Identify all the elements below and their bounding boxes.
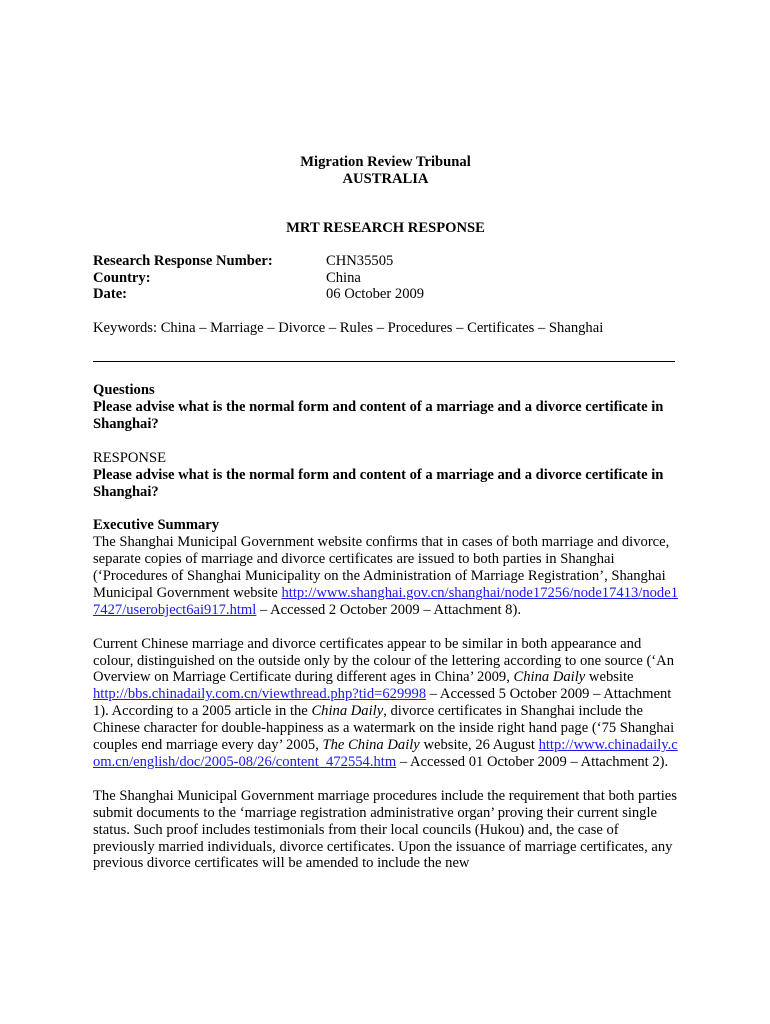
p2-text-f: – Accessed 01 October 2009 – Attachment 2).: [396, 754, 669, 771]
response-heading: RESPONSE: [93, 449, 166, 466]
questions-heading: Questions: [93, 382, 155, 399]
p2-source-the-china-daily: The China Daily: [322, 737, 420, 754]
p2-text-c: – Accessed 5 October 2009 – Attachment 1). According to a 2005 article in the: [93, 686, 672, 720]
tribunal-country: AUSTRALIA: [342, 170, 429, 187]
meta-value-date: 06 October 2009: [326, 286, 425, 303]
document-title: MRT RESEARCH RESPONSE: [286, 219, 485, 236]
china-daily-article-link[interactable]: http://www.chinadaily.com.cn/english/doc/2005-08/26/content_472554.htm: [93, 737, 678, 771]
shanghai-gov-link[interactable]: http://www.shanghai.gov.cn/shanghai/node17256/node17413/node17427/userobject6ai917.html: [93, 584, 679, 618]
p2-text-d: , divorce certificates in Shanghai include the Chinese character for double-happiness as a watermark on the inside right hand page (‘75 Shanghai couples end marriage every day’ 2005,: [93, 703, 675, 754]
summary-paragraph-1: [93, 534, 678, 619]
response-question-1: Please advise what is the normal form and content of a marriage and a divorce certificate in Shanghai?: [93, 466, 664, 500]
p2-text-e: website, 26 August: [419, 737, 539, 754]
response-meta: [93, 253, 678, 304]
china-daily-bbs-link[interactable]: http://bbs.chinadaily.com.cn/viewthread.php?tid=629998: [93, 686, 427, 703]
p2-source-china-daily: China Daily: [513, 669, 586, 686]
meta-key-number: Research Response Number:: [93, 252, 273, 269]
meta-key-country: Country:: [93, 269, 151, 286]
p2-source-china-daily-2: China Daily: [311, 703, 384, 720]
keywords: Keywords: China – Marriage – Divorce – Rules – Procedures – Certificates – Shanghai: [93, 320, 604, 337]
question-1: Please advise what is the normal form and content of a marriage and a divorce certificate in Shanghai?: [93, 399, 664, 432]
p2-text-a: Current Chinese marriage and divorce certificates appear to be similar in both appearance and colour, distinguished on the outside only by the colour of the lettering according to one source (‘An Overview on Marriage Certificate during different ages in China’ 2009,: [93, 635, 674, 686]
meta-value-number: CHN35505: [326, 252, 394, 269]
executive-summary-heading: Executive Summary: [93, 517, 220, 534]
summary-p1-text: The Shanghai Municipal Government website confirms that in cases of both marriage and divorce, separate copies of marriage and divorce certificates are issued to both parties in Shanghai (‘Procedures of Shanghai Municipality on the Administration of Marriage Registration’, Shanghai Municipal Government website: [93, 534, 670, 601]
summary-paragraph-3: The Shanghai Municipal Government marriage procedures include the requirement that both parties submit documents to the ‘marriage registration administrative organ’ proving their current single status. Such proof includes testimonials from their local councils (Hukou) and, the case of previously married individuals, divorce certificates. Upon the issuance of marriage certificates, any previous divorce certificates will be amended to include the new: [93, 787, 677, 872]
meta-value-country: China: [326, 269, 361, 286]
meta-key-date: Date:: [93, 286, 128, 303]
summary-paragraph-2: [93, 636, 678, 771]
document-page: [93, 154, 678, 872]
tribunal-name: Migration Review Tribunal: [300, 154, 471, 170]
p2-text-b: website: [585, 669, 634, 686]
summary-p1-tail: – Accessed 2 October 2009 – Attachment 8).: [256, 601, 521, 618]
